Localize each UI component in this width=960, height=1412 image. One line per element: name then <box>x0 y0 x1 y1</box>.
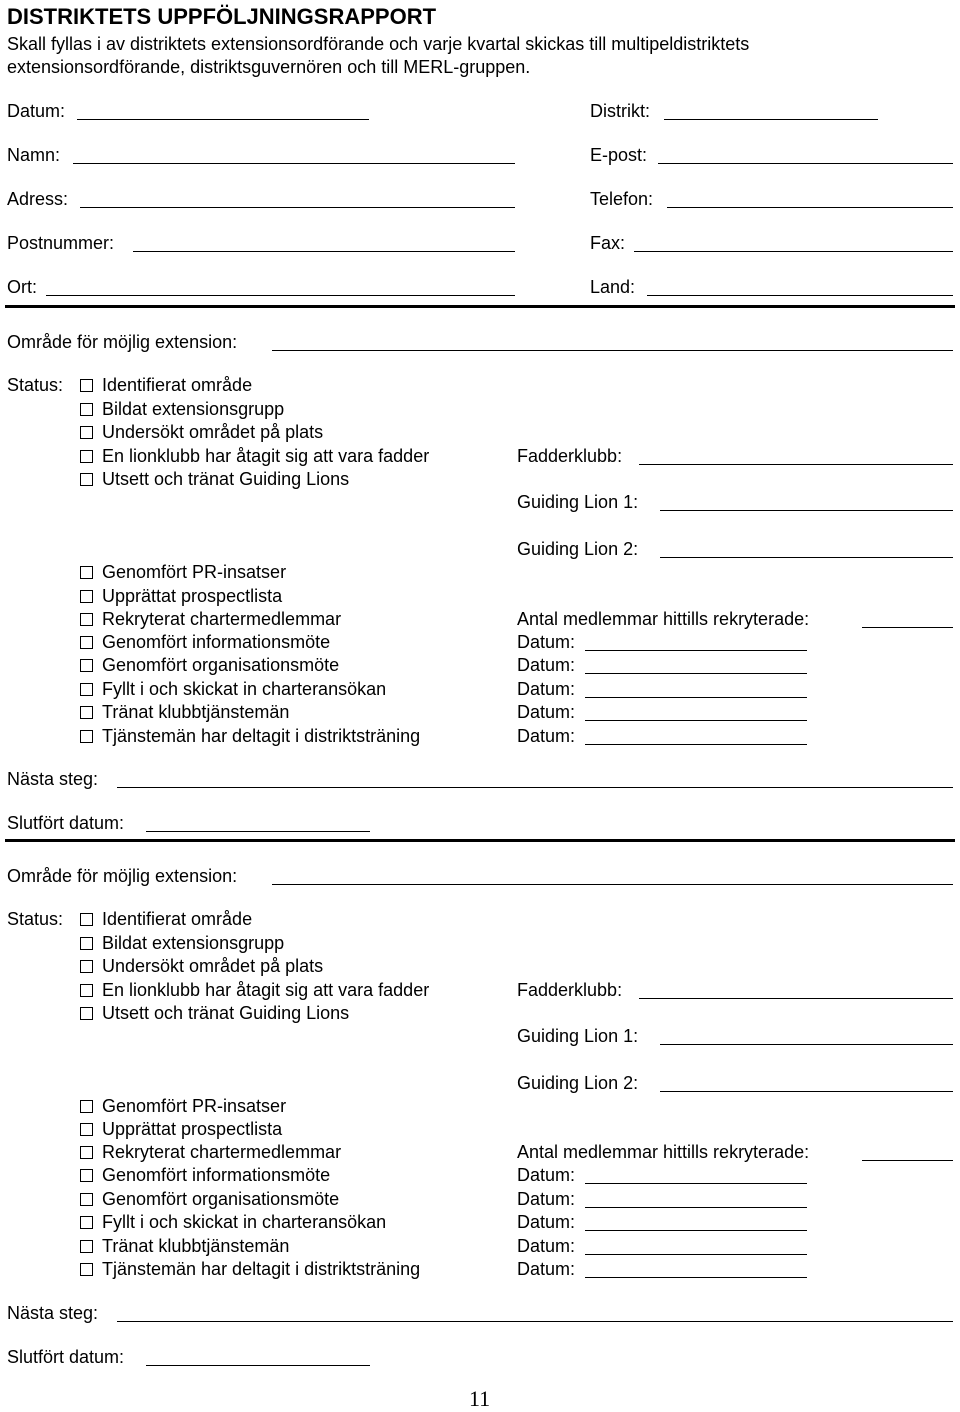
status-item[interactable]: Genomfört informationsmöte <box>80 632 330 652</box>
field-datum-org-line[interactable] <box>585 1207 807 1208</box>
field-antal-line[interactable] <box>862 1160 953 1161</box>
field-datum-info-line[interactable] <box>585 650 807 651</box>
field-guiding1-line[interactable] <box>660 510 953 511</box>
label-datum-trang: Datum: <box>517 726 576 746</box>
checkbox[interactable] <box>80 1007 93 1020</box>
checkbox[interactable] <box>80 636 93 649</box>
checkbox[interactable] <box>80 1263 93 1276</box>
section-divider <box>5 305 955 308</box>
field-nasta-steg-line[interactable] <box>117 787 953 788</box>
checkbox[interactable] <box>80 1100 93 1113</box>
field-distrikt-line[interactable] <box>664 119 878 120</box>
page-number: 11 <box>469 1386 491 1411</box>
field-namn-line[interactable] <box>73 163 515 164</box>
status-item[interactable]: Upprättat prospectlista <box>80 586 282 606</box>
status-item[interactable]: Tränat klubbtjänstemän <box>80 702 289 722</box>
checkbox[interactable] <box>80 937 93 950</box>
status-item[interactable]: Undersökt området på plats <box>80 422 323 442</box>
field-guiding2-line[interactable] <box>660 557 953 558</box>
label-status: Status: <box>7 909 64 929</box>
status-item[interactable]: Upprättat prospectlista <box>80 1119 282 1139</box>
checkbox[interactable] <box>80 1169 93 1182</box>
checkbox[interactable] <box>80 450 93 463</box>
checkbox[interactable] <box>80 706 93 719</box>
field-guiding1-line[interactable] <box>660 1044 953 1045</box>
status-item[interactable]: Tränat klubbtjänstemän <box>80 1236 289 1256</box>
status-item[interactable]: Fyllt i och skickat in charteransökan <box>80 1212 386 1232</box>
status-item[interactable]: Rekryterat chartermedlemmar <box>80 1142 341 1162</box>
status-item[interactable]: Genomfört organisationsmöte <box>80 1189 339 1209</box>
checkbox[interactable] <box>80 730 93 743</box>
label-datum-info: Datum: <box>517 632 576 652</box>
label-fadderklubb: Fadderklubb: <box>517 980 623 1000</box>
label-telefon: Telefon: <box>590 189 654 209</box>
checkbox[interactable] <box>80 1193 93 1206</box>
checkbox[interactable] <box>80 379 93 392</box>
label-nasta-steg: Nästa steg: <box>7 769 99 789</box>
status-item[interactable]: Fyllt i och skickat in charteransökan <box>80 679 386 699</box>
field-fax-line[interactable] <box>634 251 953 252</box>
label-fadderklubb: Fadderklubb: <box>517 446 623 466</box>
field-slutfort-line[interactable] <box>146 831 370 832</box>
field-omrade-line[interactable] <box>272 350 953 351</box>
field-telefon-line[interactable] <box>667 207 953 208</box>
checkbox[interactable] <box>80 659 93 672</box>
checkbox[interactable] <box>80 1123 93 1136</box>
checkbox[interactable] <box>80 426 93 439</box>
checkbox[interactable] <box>80 913 93 926</box>
status-item[interactable]: Tjänstemän har deltagit i distriktsträning <box>80 1259 420 1279</box>
status-item[interactable]: Identifierat område <box>80 375 252 395</box>
label-postnummer: Postnummer: <box>7 233 115 253</box>
field-datum-tjanst-line[interactable] <box>585 1254 807 1255</box>
label-ort: Ort: <box>7 277 37 297</box>
status-item[interactable]: Genomfört organisationsmöte <box>80 655 339 675</box>
field-datum-org-line[interactable] <box>585 673 807 674</box>
checkbox[interactable] <box>80 613 93 626</box>
field-fadderklubb-line[interactable] <box>639 464 953 465</box>
field-nasta-steg-line[interactable] <box>117 1321 953 1322</box>
field-datum-charter-line[interactable] <box>585 697 807 698</box>
field-epost-line[interactable] <box>658 163 953 164</box>
label-status: Status: <box>7 375 64 395</box>
status-item[interactable]: Genomfört PR-insatser <box>80 1096 286 1116</box>
field-datum-trang-line[interactable] <box>585 1277 807 1278</box>
status-item[interactable]: Undersökt området på plats <box>80 956 323 976</box>
label-guiding1: Guiding Lion 1: <box>517 492 639 512</box>
checkbox[interactable] <box>80 403 93 416</box>
label-omrade: Område för möjlig extension: <box>7 332 238 352</box>
label-distrikt: Distrikt: <box>590 101 650 121</box>
field-antal-line[interactable] <box>862 627 953 628</box>
field-slutfort-line[interactable] <box>146 1365 370 1366</box>
status-item[interactable]: Genomfört PR-insatser <box>80 562 286 582</box>
field-postnummer-line[interactable] <box>133 251 515 252</box>
checkbox[interactable] <box>80 984 93 997</box>
page-subtitle: Skall fyllas i av distriktets extensionsordförande och varje kvartal skickas till multipeldistriktets <box>7 34 750 54</box>
field-guiding2-line[interactable] <box>660 1091 953 1092</box>
field-fadderklubb-line[interactable] <box>639 998 953 999</box>
field-datum-info-line[interactable] <box>585 1183 807 1184</box>
checkbox[interactable] <box>80 960 93 973</box>
label-adress: Adress: <box>7 189 69 209</box>
label-datum-org: Datum: <box>517 1189 576 1209</box>
status-item[interactable]: Bildat extensionsgrupp <box>80 399 284 419</box>
checkbox[interactable] <box>80 590 93 603</box>
label-datum: Datum: <box>7 101 66 121</box>
label-slutfort: Slutfört datum: <box>7 813 125 833</box>
label-datum-tjanst: Datum: <box>517 1236 576 1256</box>
status-item[interactable]: Genomfört informationsmöte <box>80 1165 330 1185</box>
page-title: DISTRIKTETS UPPFÖLJNINGSRAPPORT <box>7 4 437 29</box>
label-guiding1: Guiding Lion 1: <box>517 1026 639 1046</box>
label-epost: E-post: <box>590 145 648 165</box>
label-antal: Antal medlemmar hittills rekryterade: <box>517 1142 810 1162</box>
label-slutfort: Slutfört datum: <box>7 1347 125 1367</box>
label-datum-info: Datum: <box>517 1165 576 1185</box>
status-item[interactable]: Identifierat område <box>80 909 252 929</box>
field-land-line[interactable] <box>647 295 953 296</box>
checkbox[interactable] <box>80 1240 93 1253</box>
label-omrade: Område för möjlig extension: <box>7 866 238 886</box>
field-omrade-line[interactable] <box>272 884 953 885</box>
checkbox[interactable] <box>80 683 93 696</box>
label-datum-org: Datum: <box>517 655 576 675</box>
status-item[interactable]: Tjänstemän har deltagit i distriktsträning <box>80 726 420 746</box>
label-datum-trang: Datum: <box>517 1259 576 1279</box>
status-item[interactable]: Rekryterat chartermedlemmar <box>80 609 341 629</box>
label-guiding2: Guiding Lion 2: <box>517 539 639 559</box>
label-guiding2: Guiding Lion 2: <box>517 1073 639 1093</box>
field-adress-line[interactable] <box>80 207 515 208</box>
field-datum-charter-line[interactable] <box>585 1230 807 1231</box>
field-datum-line[interactable] <box>77 119 369 120</box>
field-datum-tjanst-line[interactable] <box>585 720 807 721</box>
label-fax: Fax: <box>590 233 626 253</box>
page-subtitle-cont: extensionsordförande, distriktsguvernören och till MERL-gruppen. <box>7 57 531 77</box>
label-datum-charter: Datum: <box>517 1212 576 1232</box>
field-datum-trang-line[interactable] <box>585 744 807 745</box>
label-datum-tjanst: Datum: <box>517 702 576 722</box>
label-datum-charter: Datum: <box>517 679 576 699</box>
field-ort-line[interactable] <box>46 295 515 296</box>
label-namn: Namn: <box>7 145 61 165</box>
checkbox[interactable] <box>80 1216 93 1229</box>
checkbox[interactable] <box>80 1146 93 1159</box>
section-divider <box>5 839 955 842</box>
status-item[interactable]: Bildat extensionsgrupp <box>80 933 284 953</box>
checkbox[interactable] <box>80 473 93 486</box>
checkbox[interactable] <box>80 566 93 579</box>
status-item[interactable]: Utsett och tränat Guiding Lions <box>80 1003 349 1023</box>
label-nasta-steg: Nästa steg: <box>7 1303 99 1323</box>
label-land: Land: <box>590 277 636 297</box>
label-antal: Antal medlemmar hittills rekryterade: <box>517 609 810 629</box>
status-item[interactable]: En lionklubb har åtagit sig att vara fadder <box>80 446 429 466</box>
status-item[interactable]: En lionklubb har åtagit sig att vara fadder <box>80 980 429 1000</box>
status-item[interactable]: Utsett och tränat Guiding Lions <box>80 469 349 489</box>
